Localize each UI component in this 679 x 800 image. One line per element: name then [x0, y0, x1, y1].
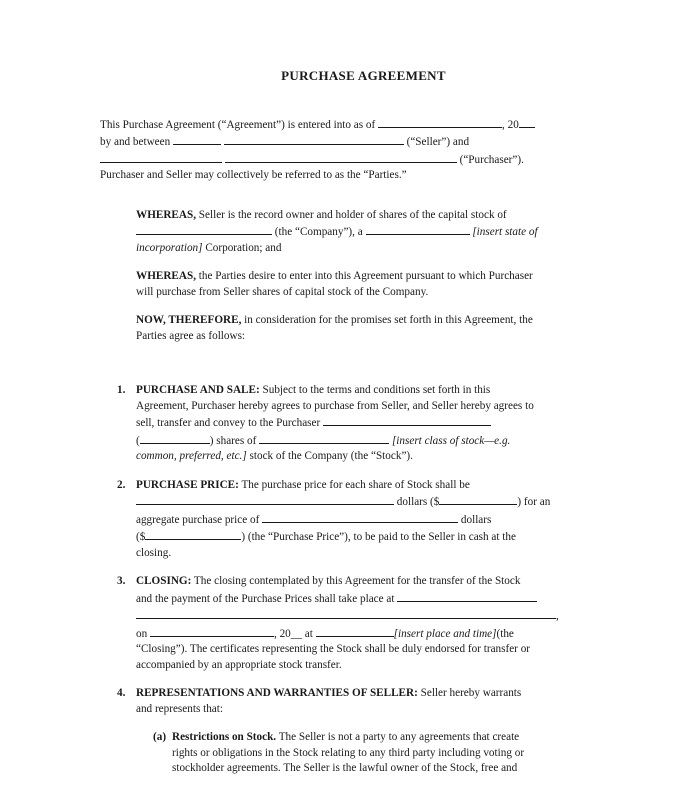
document-title: PURCHASE AGREEMENT — [281, 68, 446, 83]
blank-closing-date[interactable] — [150, 625, 274, 637]
section-closing: 3. CLOSING: The closing contemplated by this Agreement for the transfer of the Stock and the payment of the Purchase Prices shall take place at , on , 20__ at [insert place and time](the “Closing”). The certificates representing the Stock shall be duly endorsed for transfer or accompanied by an appropriate stock transfer. — [117, 575, 559, 671]
whereas-paragraph-2: WHEREAS, the Parties desire to enter into this Agreement pursuant to which Purchaser will purchase from Seller shares of capital stock of the Company. — [136, 270, 533, 298]
section-representations: 4. REPRESENTATIONS AND WARRANTIES OF SELLER: Seller hereby warrants and represents that: — [117, 687, 522, 715]
intro-line-1: This Purchase Agreement (“Agreement”) is entered into as of , 20 — [100, 116, 627, 134]
blank-seller-short[interactable] — [173, 133, 221, 145]
blank-closing-time[interactable] — [316, 625, 394, 637]
intro-line-3: (“Purchaser”). — [100, 151, 627, 169]
blank-closing-place[interactable] — [397, 590, 537, 602]
blank-state[interactable] — [366, 223, 470, 235]
blank-aggregate-price[interactable] — [145, 528, 241, 540]
blank-purchaser-name[interactable] — [225, 151, 457, 163]
blank-date[interactable] — [378, 116, 502, 128]
intro-line-2: by and between (“Seller”) and — [100, 133, 627, 151]
whereas-paragraph-1: WHEREAS, Seller is the record owner and holder of shares of the capital stock of (the “Company”), a [insert state of incorporation] Corporation; and — [136, 208, 538, 254]
blank-year[interactable] — [519, 116, 535, 128]
blank-price-per-share[interactable] — [439, 493, 517, 505]
blank-purchaser-short[interactable] — [100, 151, 222, 163]
subsection-restrictions-on-stock: (a) Restrictions on Stock. The Seller is not a party to any agreements that create rights or obligations in the Stock relating to any third party including voting or stockholder agreements. The Seller is the lawful owner of the Stock, free and — [153, 731, 525, 774]
section-purchase-price: 2. PURCHASE PRICE: The purchase price for each share of Stock shall be dollars ($ ) for an aggregate purchase price of dollars ($ ) (the “Purchase Price”), to be paid to the Seller in cash at the closing. — [117, 478, 551, 559]
blank-company-name[interactable] — [136, 223, 272, 235]
blank-aggregate-price-words[interactable] — [262, 511, 458, 523]
blank-purchaser[interactable] — [323, 414, 491, 426]
blank-share-count[interactable] — [140, 432, 210, 444]
section-purchase-and-sale: 1. PURCHASE AND SALE: Subject to the terms and conditions set forth in this Agreement, Purchaser hereby agrees to purchase from Seller, and Seller hereby agrees to sell, transfer and convey to the Purchaser ( ) shares of [insert class of stock—e.g. common, preferred, etc.] stock of the Company (the “Stock”). — [117, 384, 534, 462]
blank-stock-class[interactable] — [259, 432, 389, 444]
blank-price-per-share-words[interactable] — [136, 493, 394, 505]
blank-seller-name[interactable] — [224, 133, 404, 145]
intro-line-4: Purchaser and Seller may collectively be referred to as the “Parties.” — [100, 169, 407, 181]
blank-closing-place-2[interactable] — [136, 607, 556, 619]
now-therefore-paragraph: NOW, THEREFORE, in consideration for the promises set forth in this Agreement, the Parties agree as follows: — [136, 314, 533, 342]
intro-paragraph — [100, 116, 627, 184]
